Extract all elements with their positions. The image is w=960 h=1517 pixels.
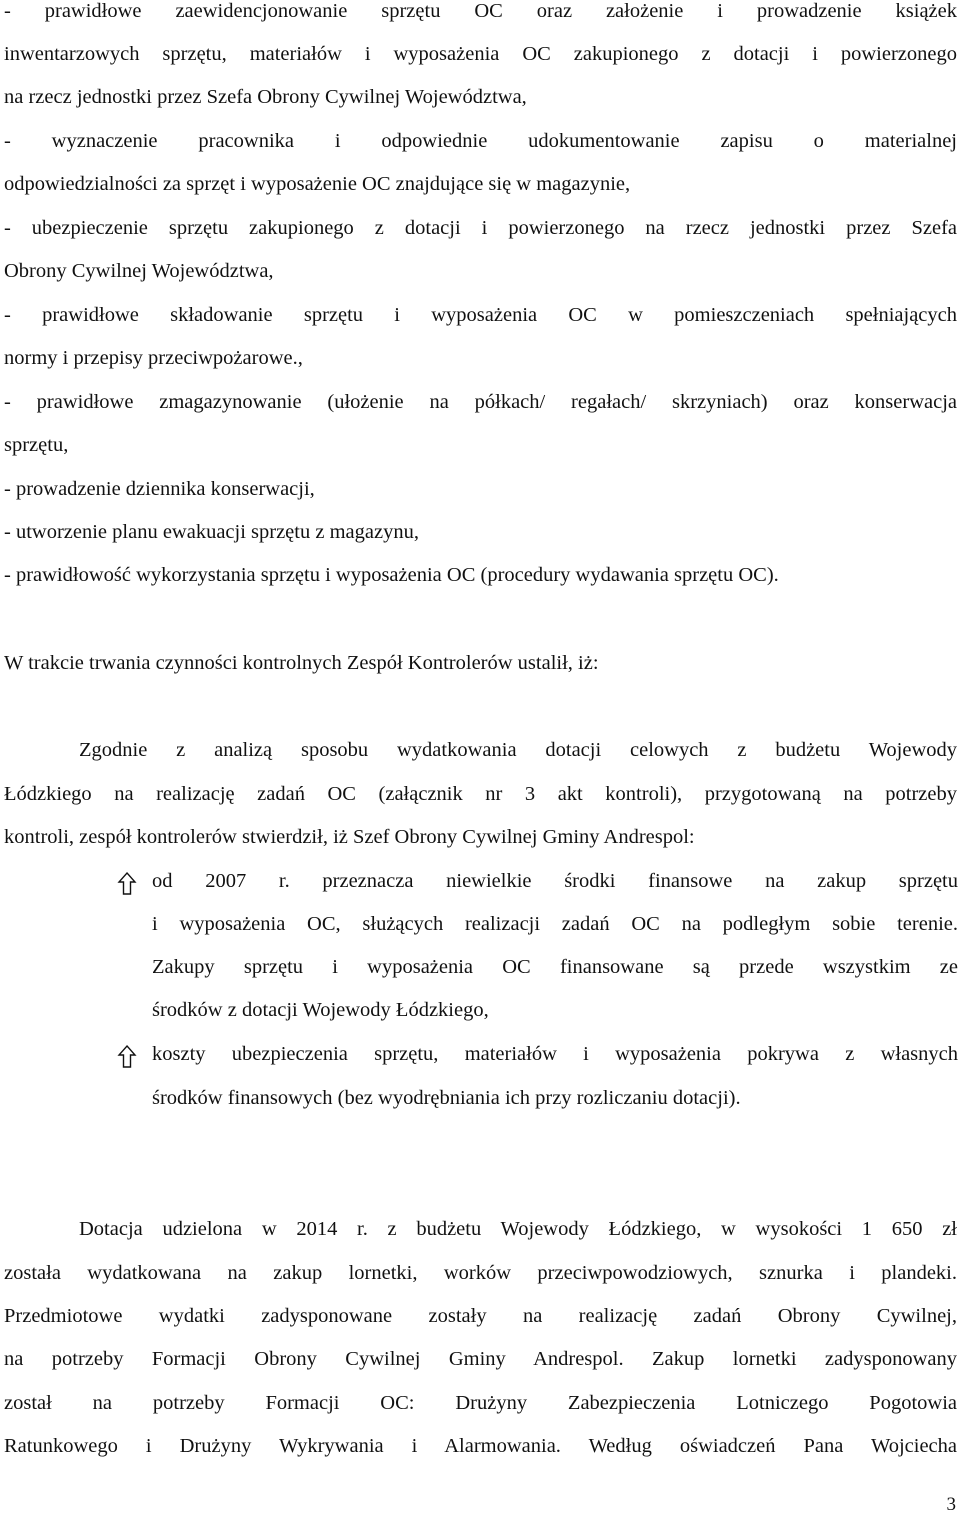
paragraph-line: została wydatkowana na zakup lornetki, worków przeciwpowodziowych, sznurka i plandeki. xyxy=(4,1262,957,1284)
list-item-line: - wyznaczenie pracownika i odpowiednie udokumentowanie zapisu o materialnej xyxy=(4,130,957,152)
finding-line: środków z dotacji Wojewody Łódzkiego, xyxy=(152,999,489,1021)
paragraph-line: na potrzeby Formacji Obrony Cywilnej Gminy Andrespol. Zakup lornetki zadysponowany xyxy=(4,1348,957,1370)
list-item-line: - prawidłowe składowanie sprzętu i wyposażenia OC w pomieszczeniach spełniających xyxy=(4,304,957,326)
list-item-line: - utworzenie planu ewakuacji sprzętu z magazynu, xyxy=(4,521,419,543)
paragraph-line: został na potrzeby Formacji OC: Drużyny Zabezpieczenia Lotniczego Pogotowia xyxy=(4,1392,957,1414)
list-item-line: Obrony Cywilnej Województwa, xyxy=(4,260,274,282)
list-item-line: inwentarzowych sprzętu, materiałów i wyposażenia OC zakupionego z dotacji i powierzonego xyxy=(4,43,957,65)
list-item-line: - ubezpieczenie sprzętu zakupionego z dotacji i powierzonego na rzecz jednostki przez Szefa xyxy=(4,217,957,239)
list-item-line: - prawidłowość wykorzystania sprzętu i wyposażenia OC (procedury wydawania sprzętu OC). xyxy=(4,564,779,586)
paragraph-line: Łódzkiego na realizację zadań OC (załącznik nr 3 akt kontroli), przygotowaną na potrzeby xyxy=(4,783,957,805)
finding-line: od 2007 r. przeznacza niewielkie środki finansowe na zakup sprzętu xyxy=(152,870,958,892)
arrow-up-outline-icon xyxy=(116,1043,138,1071)
paragraph-line: Zgodnie z analizą sposobu wydatkowania dotacji celowych z budżetu Wojewody xyxy=(79,739,957,761)
paragraph-line: kontroli, zespół kontrolerów stwierdził, iż Szef Obrony Cywilnej Gminy Andrespol: xyxy=(4,826,695,848)
paragraph-line: Przedmiotowe wydatki zadysponowane zostały na realizację zadań Obrony Cywilnej, xyxy=(4,1305,957,1327)
list-item-line: normy i przepisy przeciwpożarowe., xyxy=(4,347,303,369)
list-item-line: - prawidłowe zaewidencjonowanie sprzętu OC oraz założenie i prowadzenie książek xyxy=(4,0,957,22)
list-item-line: - prawidłowe zmagazynowanie (ułożenie na półkach/ regałach/ skrzyniach) oraz konserwacja xyxy=(4,391,957,413)
paragraph-line: Ratunkowego i Drużyny Wykrywania i Alarmowania. Według oświadczeń Pana Wojciecha xyxy=(4,1435,957,1457)
list-item-line: odpowiedzialności za sprzęt i wyposażenie OC znajdujące się w magazynie, xyxy=(4,173,631,195)
list-item-line: sprzętu, xyxy=(4,434,69,456)
finding-line: Zakupy sprzętu i wyposażenia OC finansowane są przede wszystkim ze xyxy=(152,956,958,978)
arrow-up-outline-icon xyxy=(116,870,138,898)
finding-line: środków finansowych (bez wyodrębniania ich przy rozliczaniu dotacji). xyxy=(152,1087,741,1109)
finding-line: koszty ubezpieczenia sprzętu, materiałów i wyposażenia pokrywa z własnych xyxy=(152,1043,958,1065)
finding-line: i wyposażenia OC, służących realizacji zadań OC na podległym sobie terenie. xyxy=(152,913,958,935)
page-number: 3 xyxy=(946,1494,956,1515)
list-item-line: na rzecz jednostki przez Szefa Obrony Cywilnej Województwa, xyxy=(4,86,527,108)
list-item-line: - prowadzenie dziennika konserwacji, xyxy=(4,478,315,500)
paragraph-line: Dotacja udzielona w 2014 r. z budżetu Wojewody Łódzkiego, w wysokości 1 650 zł xyxy=(79,1218,957,1240)
intro-sentence: W trakcie trwania czynności kontrolnych Zespół Kontrolerów ustalił, iż: xyxy=(4,652,599,674)
